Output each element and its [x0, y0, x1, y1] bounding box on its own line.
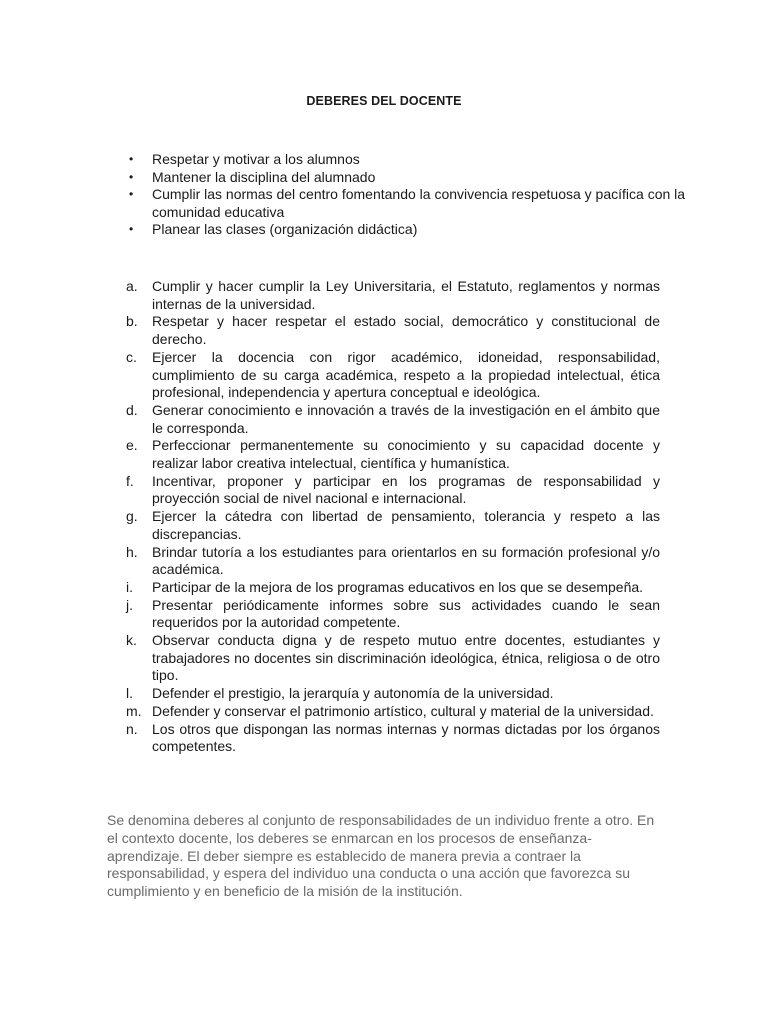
list-item-text: Defender el prestigio, la jerarquía y autonomía de la universidad.	[152, 685, 554, 702]
list-item	[126, 579, 660, 597]
list-item	[126, 437, 660, 472]
list-marker: l.	[126, 685, 133, 702]
bullet-text: Cumplir las normas del centro fomentando la convivencia respetuosa y pacífica con la comunidad educativa	[152, 186, 686, 220]
bullet-list	[126, 151, 686, 239]
bullet-item	[126, 221, 686, 239]
definition-paragraph: Se denomina deberes al conjunto de responsabilidades de un individuo frente a otro. En el contexto docente, los deberes se enmarcan en los procesos de enseñanza-aprendizaje. El deber siempre es establecido de manera previa a contraer la responsabilidad, y espera del individuo una conducta o una acción que favorezca su cumplimiento y en beneficio de la misión de la institución.	[107, 812, 655, 900]
list-marker: f.	[126, 472, 134, 489]
list-marker: h.	[126, 543, 138, 560]
list-marker: b.	[126, 313, 138, 330]
list-item	[126, 473, 660, 508]
list-marker: n.	[126, 720, 138, 737]
list-item-text: Generar conocimiento e innovación a través de la investigación en el ámbito que le corresponda.	[152, 401, 660, 436]
list-item	[126, 508, 660, 543]
bullet-item	[126, 169, 686, 187]
bullet-icon: •	[129, 169, 134, 184]
list-marker: e.	[126, 437, 138, 454]
list-item	[126, 349, 660, 402]
list-item	[126, 313, 660, 348]
bullet-icon: •	[129, 187, 134, 202]
list-item	[126, 402, 660, 437]
bullet-item	[126, 151, 686, 169]
list-marker: c.	[126, 348, 137, 365]
list-item-text: Cumplir y hacer cumplir la Ley Universitaria, el Estatuto, reglamentos y normas internas de la universidad.	[152, 278, 660, 312]
list-item-text: Los otros que dispongan las normas internas y normas dictadas por los órganos competentes.	[152, 720, 660, 755]
list-item	[126, 597, 660, 632]
list-item-text: Perfeccionar permanentemente su conocimiento y su capacidad docente y realizar labor creativa intelectual, científica y humanística.	[152, 437, 660, 472]
list-item-text: Participar de la mejora de los programas educativos en los que se desempeña.	[152, 578, 644, 595]
bullet-text: Mantener la disciplina del alumnado	[152, 168, 376, 185]
list-item	[126, 632, 660, 685]
list-item-text: Respetar y hacer respetar el estado social, democrático y constitucional de derecho.	[152, 313, 660, 348]
list-item	[126, 278, 660, 313]
duties-list	[126, 278, 660, 756]
list-item	[126, 544, 660, 579]
list-marker: k.	[126, 632, 137, 649]
list-marker: g.	[126, 508, 138, 525]
list-item-text: Brindar tutoría a los estudiantes para orientarlos en su formación profesional y/o académica.	[152, 543, 660, 578]
bullet-text: Planear las clases (organización didáctica)	[152, 221, 418, 238]
list-marker: d.	[126, 401, 138, 418]
list-marker: a.	[126, 278, 138, 294]
list-item-text: Observar conducta digna y de respeto mutuo entre docentes, estudiantes y trabajadores no docentes sin discriminación ideológica, étnica, religiosa o de otro tipo.	[152, 632, 660, 684]
list-marker: i.	[126, 578, 133, 595]
list-item-text: Incentivar, proponer y participar en los programas de responsabilidad y proyección social de nivel nacional e internacional.	[152, 472, 660, 507]
list-item-text: Ejercer la cátedra con libertad de pensamiento, tolerancia y respeto a las discrepancias.	[152, 508, 660, 542]
bullet-icon: •	[129, 152, 134, 166]
list-item-text: Presentar periódicamente informes sobre sus actividades cuando le sean requeridos por la autoridad competente.	[152, 596, 660, 631]
list-marker: j.	[126, 596, 133, 613]
list-marker: m.	[126, 702, 142, 719]
list-item-text: Defender y conservar el patrimonio artístico, cultural y material de la universidad.	[152, 702, 654, 719]
document-title: DEBERES DEL DOCENTE	[306, 94, 462, 108]
bullet-icon: •	[129, 222, 134, 237]
list-item	[126, 721, 660, 756]
bullet-text: Respetar y motivar a los alumnos	[152, 151, 360, 167]
list-item	[126, 685, 660, 703]
list-item-text: Ejercer la docencia con rigor académico, idoneidad, responsabilidad, cumplimiento de su carga académica, respeto a la propiedad intelectual, ética profesional, independencia y apertura conceptual e ideológica.	[152, 348, 660, 401]
list-item	[126, 703, 660, 721]
bullet-item	[126, 186, 686, 221]
